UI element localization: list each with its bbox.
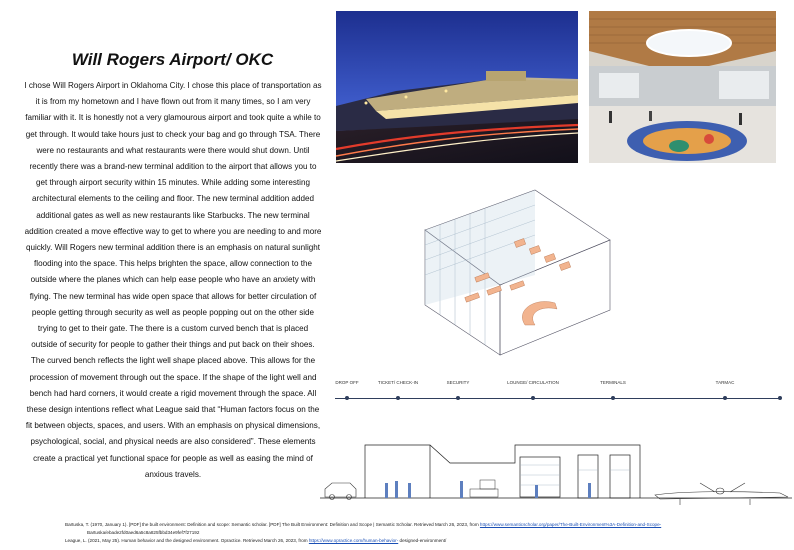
timeline-label-terminals: TERMINALS [600,380,626,385]
timeline-dot [778,396,782,400]
timeline-label-drop-off: DROP OFF [335,380,359,385]
reference-2 [65,537,785,545]
timeline-dot [396,396,400,400]
timeline-label-tarmac: TARMAC [715,380,735,385]
reference-1-text: Bartuska, T. (1970, January 1). [PDF] the built environment: Definition and scope: Semantic scholar. [PDF] The Built Environment: Definition and Scope | Semantic Scholar. Retrieved March 26, 2023, from [65,522,480,527]
interior-terminal-photo [589,11,776,163]
timeline-dot [345,396,349,400]
section-drawing [320,435,792,515]
reference-2-link[interactable]: https://www.opractice.com/human-behavior- [308,538,399,543]
body-paragraph: I chose Will Rogers Airport in Oklahoma City. I chose this place of transportation as it is from my hometown and I have flown out from it many times, so I am very familiar with it. It is honestly not a very glamourous airport and took quite a while to get through. It would take hours just to check your bag and go through TSA. There were no restaurants and what restaurants were there would shut down. Until recently there was a brand-new terminal addition to the airport that allows you to get through airport security within 15 minutes. While adding some interesting architectural elements to the ceiling and floor. The new terminal addition added additional gates as well as new restaurants like Starbucks. The new terminal addition created a move effective way to get to where you are needing to and more quickly. Will Rogers new terminal addition there is an emphasis on natural sunlight flooding into the space. This helps brighten the space, allow connection to the outside where the planes which can help ease people who have an anxiety with flying. The new terminal has wide open space that allows for better circulation of people getting through security as well as people popping out on the other side trying to get to their gate. The there is a custom curved bench that is placed outside of security for people to gather their things and put back on their shoes. The curved bench reflects the light well shape placed above. This allows for the procession of movement through out the space. If the shape of the light well and bench had hard corners, it would create a rigid movement through the space. All these design intentions reflect what League said that “Human factors focus on the fit between objects, spaces, and users. With an emphasis on physical dimensions, psychological, social, and physical needs are also considered”. These elements create a practical yet functional space for people as well as easing the mind of anxious travels. [24,81,322,479]
reference-1-link[interactable]: https://www.semanticscholar.org/paper/The-Built-Environment%3A-Definition-and-Scope- [479,522,662,527]
timeline-label-lounge-circulation: LOUNGE/ CIRCULATION [507,380,559,385]
timeline-dot [456,396,460,400]
timeline-dot [611,396,615,400]
timeline-line [335,398,780,399]
timeline-label-security: SECURITY [446,380,470,385]
reference-1-continued: Bartuska/ebade2fd0aed6a5c8a825fbbd34e9fef7f27192 [87,530,200,535]
reference-2-text: League, L. (2021, May 25). Human behavior and the designed environment. Opractice. Retrieved March 26, 2023, from [65,538,309,543]
circulation-timeline [325,370,790,410]
reference-1 [65,521,785,529]
references [65,521,785,545]
timeline-dot [531,396,535,400]
page-title: Will Rogers Airport/ OKC [71,50,274,69]
reference-2-text-end: designed-environment/ [398,538,447,543]
timeline-dot [723,396,727,400]
timeline-label-ticket-check-in: TICKET/ CHECK-IN [377,380,419,385]
axonometric-diagram [415,185,615,360]
exterior-night-photo [336,11,578,163]
